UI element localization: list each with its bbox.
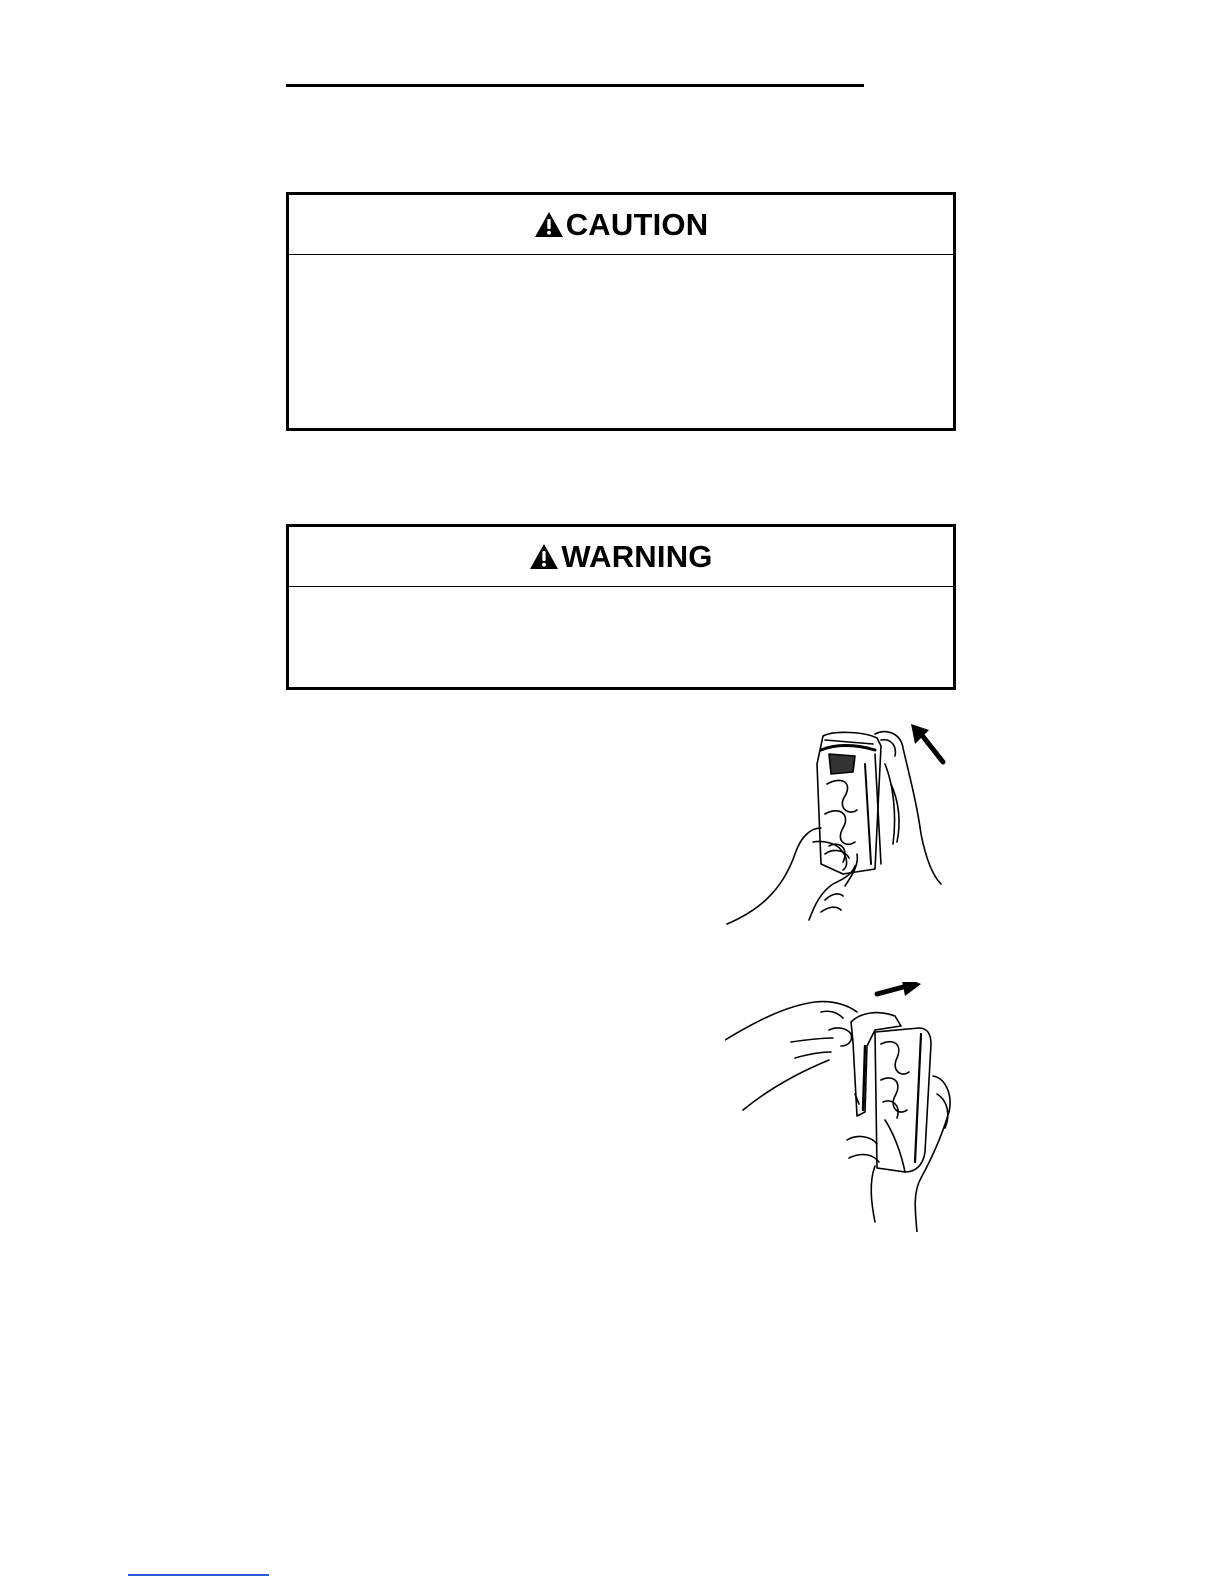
caution-heading: CAUTION — [565, 206, 709, 242]
warning-header — [289, 527, 953, 587]
caution-box — [286, 192, 956, 431]
warning-body — [289, 587, 953, 615]
hands-sliding-cover-up-icon — [725, 724, 955, 934]
caution-header — [289, 195, 953, 255]
caution-body — [289, 255, 953, 283]
warning-box — [286, 524, 956, 690]
warning-triangle-icon — [529, 543, 559, 570]
top-rule — [286, 84, 864, 87]
hands-pulling-clip-right-icon — [725, 982, 960, 1232]
warning-heading: WARNING — [561, 538, 713, 574]
warning-triangle-icon — [534, 211, 564, 238]
footer-link-underline[interactable] — [128, 1574, 269, 1576]
